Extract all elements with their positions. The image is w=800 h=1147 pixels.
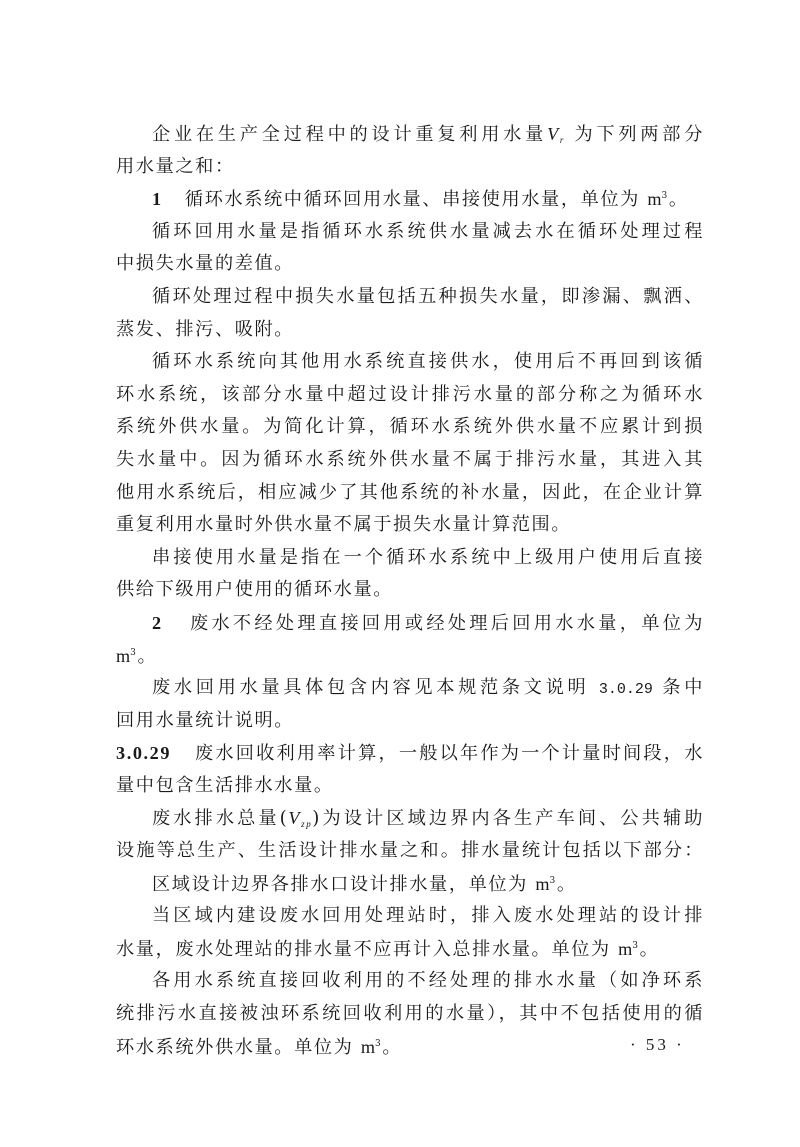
paragraph-line: [116, 542, 704, 575]
text: 。: [556, 873, 577, 895]
text: 用水量之和：: [116, 155, 235, 177]
text: 水量，废水处理站的排水量不应再计入总排水量。单位为: [116, 938, 619, 960]
clause-heading: [116, 737, 704, 770]
clause-number: 3.0.29: [116, 743, 172, 764]
text: 废水回收利用率计算，一般以年作为一个计量时间段，水: [195, 743, 704, 765]
paragraph-line: [116, 1031, 704, 1064]
text: 废水回用水量具体包含内容见本规范条文说明: [152, 677, 599, 699]
text: 废水排水总量(: [152, 808, 289, 830]
paragraph-line: [116, 248, 704, 281]
item-number: 1: [152, 189, 163, 210]
text: 量中包含生活排水水量。: [116, 774, 334, 796]
paragraph-line: [116, 672, 704, 705]
unit-superscript: 3: [375, 1038, 383, 1049]
variable-subscript: zp: [301, 819, 313, 830]
list-item-1: [116, 183, 704, 216]
paragraph-line: [116, 411, 704, 444]
paragraph-line: [116, 118, 704, 151]
paragraph-line: [116, 314, 704, 347]
unit-superscript: 3: [130, 647, 138, 658]
unit: m: [647, 189, 662, 210]
text: 系统外供水量。为简化计算，循环水系统外供水量不应累计到损: [116, 416, 704, 438]
text: 供给下级用户使用的循环水量。: [116, 579, 394, 601]
paragraph-line: [116, 770, 704, 803]
text: 。: [639, 938, 660, 960]
text: 。: [382, 1036, 403, 1058]
text: 回用水量统计说明。: [116, 709, 295, 731]
clause-reference: 3.0.29: [598, 681, 653, 699]
text: 重复利用水量时外供水量不属于损失水量计算范围。: [116, 514, 572, 536]
unit: m: [360, 1036, 375, 1057]
paragraph-line: [116, 900, 704, 933]
text: 废水不经处理直接回用或经处理后回用水水量，单位为: [189, 612, 704, 634]
text: 各用水系统直接回收利用的不经处理的排水水量（如净环系: [152, 970, 704, 992]
paragraph-line: [116, 379, 704, 412]
paragraph-line: [116, 802, 704, 835]
text: 当区域内建设废水回用处理站时，排入废水处理站的设计排: [152, 905, 704, 927]
text: 循环水系统中循环回用水量、串接使用水量，单位为: [184, 189, 648, 211]
paragraph-line: [116, 868, 704, 901]
paragraph-line: [116, 444, 704, 477]
document-body: [116, 118, 704, 1063]
text: 串接使用水量是指在一个循环水系统中上级用户使用后直接: [152, 546, 704, 568]
text: 区域设计边界各排水口设计排水量，单位为: [152, 873, 536, 895]
paragraph-line: [116, 998, 704, 1031]
paragraph-line: [116, 835, 704, 868]
paragraph-line: [116, 705, 704, 738]
unit-superscript: 3: [549, 875, 557, 886]
text: 环水系统外供水量。单位为: [116, 1036, 361, 1058]
unit: m: [535, 873, 550, 894]
text: 失水量中。因为循环水系统外供水量不属于排污水量，其进入其: [116, 448, 704, 470]
paragraph-line: [116, 346, 704, 379]
unit: m: [116, 645, 131, 666]
paragraph-line: [116, 933, 704, 966]
variable: V: [288, 808, 302, 829]
paragraph-line: [116, 640, 704, 673]
text: 。: [668, 189, 689, 211]
text: 统排污水直接被浊环系统回收利用的水量），其中不包括使用的循: [116, 1003, 704, 1025]
text: 他用水系统后，相应减少了其他系统的补水量，因此，在企业计算: [116, 481, 704, 503]
paragraph-line: [116, 281, 704, 314]
text: 。: [137, 645, 158, 667]
paragraph-line: [116, 216, 704, 249]
text: 企业在生产全过程中的设计重复利用水量: [152, 124, 548, 145]
paragraph-line: [116, 574, 704, 607]
item-number: 2: [152, 612, 163, 633]
text: 循环回用水量是指循环水系统供水量减去水在循环处理过程: [152, 220, 704, 242]
paragraph-line: [116, 965, 704, 998]
unit-superscript: 3: [661, 191, 669, 202]
text: 环水系统，该部分水量中超过设计排污水量的部分称之为循环水: [116, 383, 704, 405]
text: 循环水系统向其他用水系统直接供水，使用后不再回到该循: [152, 351, 704, 373]
text: )为设计区域边界内各生产车间、公共辅助: [312, 808, 705, 830]
unit-superscript: 3: [632, 940, 640, 951]
paragraph-line: [116, 151, 704, 184]
unit: m: [618, 938, 633, 959]
variable: V: [547, 124, 560, 144]
text: 中损失水量的差值。: [116, 253, 295, 275]
paragraph-line: [116, 509, 704, 542]
list-item-2: [116, 607, 704, 640]
paragraph-line: [116, 477, 704, 510]
text: 蒸发、排污、吸附。: [116, 318, 295, 340]
text: 为下列两部分: [564, 124, 704, 145]
text: 设施等总生产、生活设计排水量之和。排水量统计包括以下部分：: [116, 840, 704, 862]
page-number: · 53 ·: [630, 1035, 685, 1054]
text: 条中: [652, 677, 704, 699]
variable-subscript: r: [559, 135, 565, 145]
text: 循环处理过程中损失水量包括五种损失水量，即渗漏、飘洒、: [152, 285, 704, 307]
